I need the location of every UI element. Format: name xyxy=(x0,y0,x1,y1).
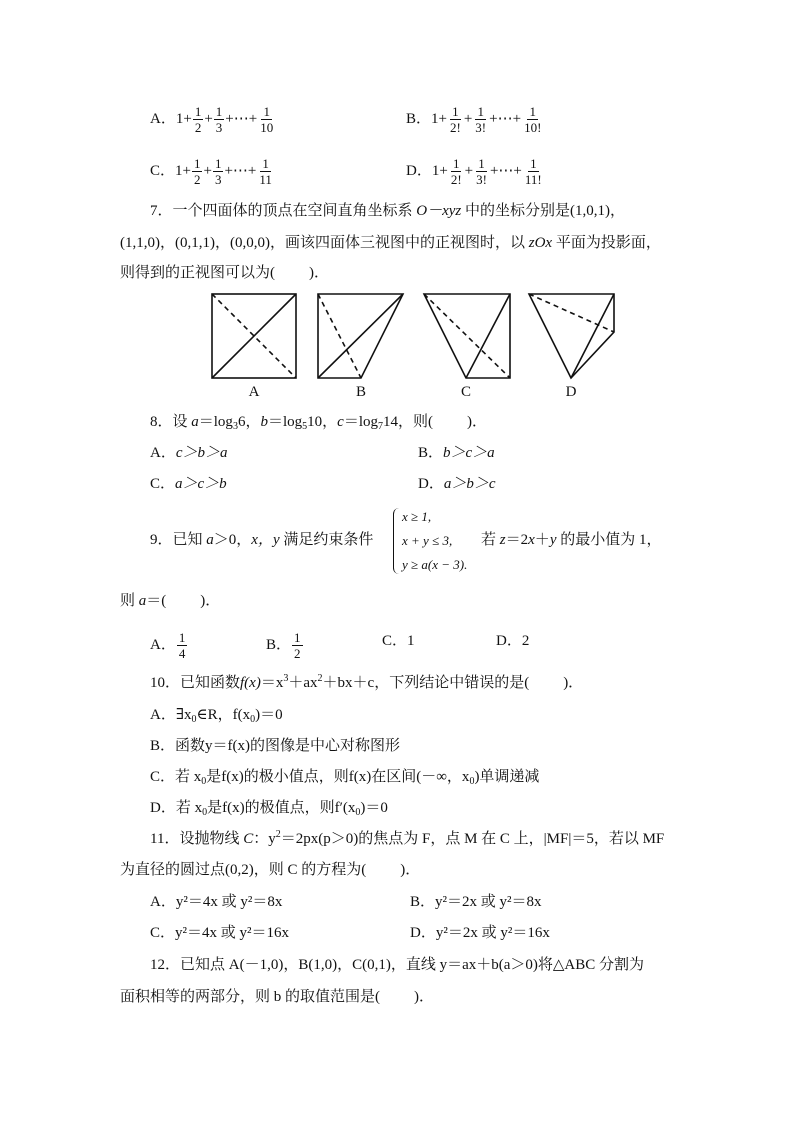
q9-option-a: A． $\frac{1}{4}$ xyxy=(150,630,186,661)
q11-stem-line1: 11．设抛物线 C：$y^2=2px(p>0)$的焦点为 F，点 M 在 C 上，|MF|＝5，若以 MF xyxy=(150,829,665,847)
q11-option-c: C．y²＝4x 或 y²＝16x xyxy=(150,925,289,941)
figure-d-solid xyxy=(571,294,614,378)
q6-option-c: C．1+ $\frac{1}{2}$ + $\frac{1}{3}$ +⋯+ $\frac{1}{11}$ xyxy=(150,156,272,187)
figure-b-dashed xyxy=(318,294,361,378)
q10-stem: 10．已知函数$f(x)=x^3+ax^2+bx+c$，下列结论中错误的是( )． xyxy=(150,673,584,691)
q9-constraint-brace xyxy=(393,508,400,574)
q11-option-d: D．y²＝2x 或 y²＝16x xyxy=(410,925,550,941)
figure-c-dashed xyxy=(424,294,510,378)
q9-stem: 9．已知 a＞0，x，y 满足约束条件 xyxy=(150,532,374,548)
figure-d-dashed xyxy=(529,294,614,332)
q6-option-b: B．1+ $\frac{1}{2!}$ + $\frac{1}{3!}$ +⋯+ $\frac{1}{10!}$ xyxy=(406,104,542,135)
q9-option-d: D．2 xyxy=(496,633,530,649)
figure-b-solid xyxy=(318,294,403,378)
q9-constraint-1: x ≥ 1, xyxy=(402,509,432,524)
q9-option-c: C．1 xyxy=(382,633,415,649)
q9-option-b: B． $\frac{1}{2}$ xyxy=(266,630,301,661)
q8-stem: 8．设 $a=\log_36$，$b=\log_510$，$c=\log_714$，则( )． xyxy=(150,414,487,432)
q9-constraint-3: y ≥ a(x − 3). xyxy=(402,557,468,572)
q10-option-a: A．$\exists x_0\in R$，$f(x_0)=0$ xyxy=(150,707,283,725)
figure-label-a: A xyxy=(248,384,260,400)
q8-option-d: D．a＞b＞c xyxy=(418,476,496,492)
q9-constraint-2: x + y ≤ 3, xyxy=(402,533,453,548)
figure-label-b: B xyxy=(355,384,366,400)
q12-stem-line2: 面积相等的两部分，则 b 的取值范围是( )． xyxy=(120,989,434,1005)
figure-d-outline xyxy=(529,294,614,378)
q7-stem-line3: 则得到的正视图可以为( )． xyxy=(120,265,329,281)
q10-option-c: C．若 $x_0$是f(x)的极小值点，则f(x)在区间(－∞，$x_0$)单调递减 xyxy=(150,769,540,787)
q7-figure-choices xyxy=(0,285,794,405)
q8-option-b: B．b＞c＞a xyxy=(418,445,495,461)
figure-c-solid xyxy=(466,294,510,378)
q8-option-c: C．a＞c＞b xyxy=(150,476,227,492)
q9-stem-line2: 则 a＝( )． xyxy=(120,593,221,609)
q7-stem-line1: 7．一个四面体的顶点在空间直角坐标系 O－xyz 中的坐标分别是(1,0,1)， xyxy=(150,203,626,219)
q7-stem-line2: (1,1,0)，(0,1,1)，(0,0,0)，画该四面体三视图中的正视图时，以 zOx 平面为投影面， xyxy=(120,235,661,251)
figure-label-d: D xyxy=(565,384,577,400)
figure-label-c: C xyxy=(460,384,471,400)
q11-stem-line2: 为直径的圆过点(0,2)，则 C 的方程为( )． xyxy=(120,862,421,878)
q8-option-a: A．c＞b＞a xyxy=(150,445,228,461)
q6-option-d: D．1+ $\frac{1}{2!}$ + $\frac{1}{3!}$ +⋯+ $\frac{1}{11!}$ xyxy=(406,156,542,187)
q9-stem-tail: 若 z＝2x＋y 的最小值为 1， xyxy=(481,532,662,548)
q6-option-a: A．1+ $\frac{1}{2}$ + $\frac{1}{3}$ +⋯+ $\frac{1}{10}$ xyxy=(150,104,274,135)
q11-option-b: B．y²＝2x 或 y²＝8x xyxy=(410,894,542,910)
q12-stem-line1: 12．已知点 A(－1,0)，B(1,0)，C(0,1)，直线 y＝ax＋b(a＞0)将△ABC 分割为 xyxy=(150,957,644,973)
q10-option-d: D．若 $x_0$是f(x)的极值点，则$f'(x_0)=0$ xyxy=(150,800,388,818)
q10-option-b: B．函数y＝f(x)的图像是中心对称图形 xyxy=(150,738,400,754)
q11-option-a: A．y²＝4x 或 y²＝8x xyxy=(150,894,283,910)
